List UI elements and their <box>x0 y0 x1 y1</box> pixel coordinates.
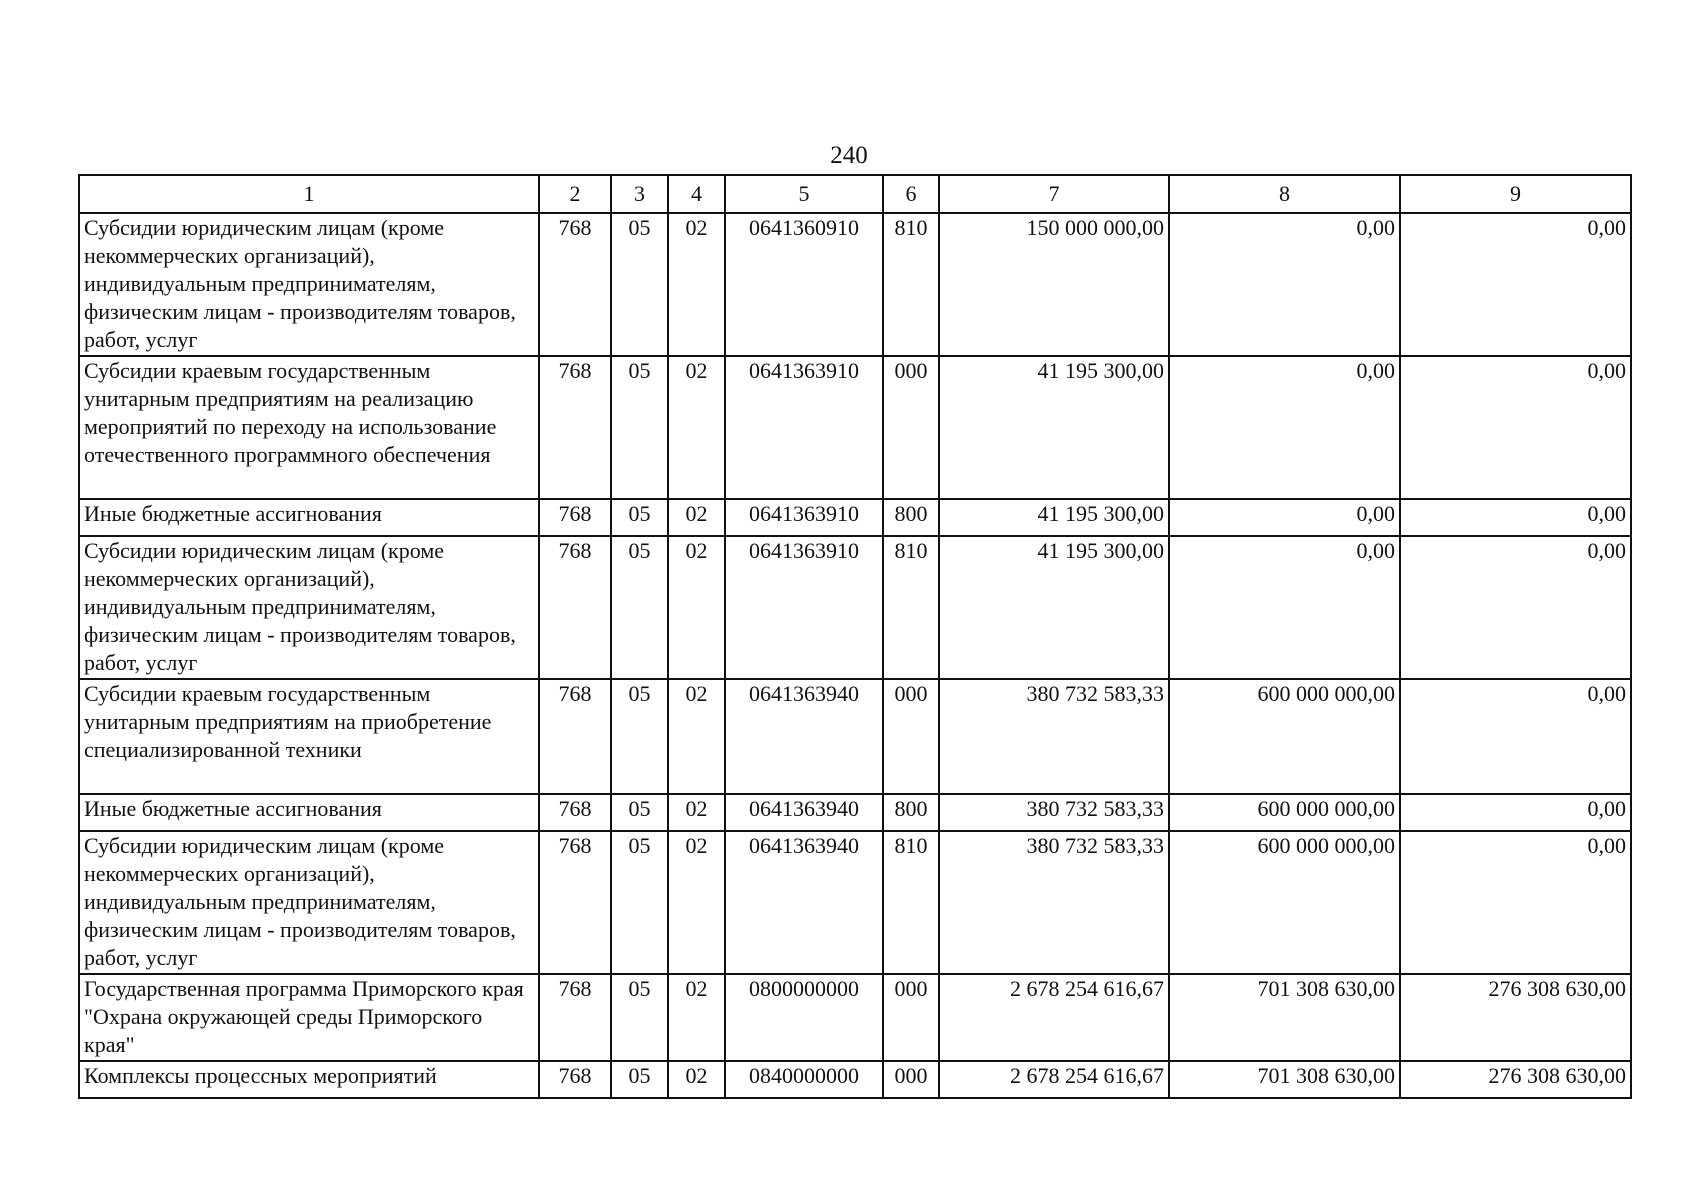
table-row <box>79 679 1631 794</box>
row-amount-9: 276 308 630,00 <box>1400 974 1631 1061</box>
row-code-5: 0641363940 <box>725 831 883 974</box>
column-header-3: 3 <box>611 175 668 213</box>
row-amount-7: 380 732 583,33 <box>939 679 1169 794</box>
row-description: Субсидии краевым государственным унитарным предприятиям на приобретение специализированной техники <box>79 679 539 794</box>
row-code-6: 000 <box>883 679 939 794</box>
header-row <box>79 175 1631 213</box>
row-amount-9: 0,00 <box>1400 831 1631 974</box>
row-code-6: 800 <box>883 794 939 831</box>
row-amount-8: 600 000 000,00 <box>1169 831 1400 974</box>
table-row <box>79 536 1631 679</box>
row-code-4: 02 <box>668 831 725 974</box>
row-code-6: 810 <box>883 213 939 356</box>
table-row <box>79 831 1631 974</box>
row-code-3: 05 <box>611 679 668 794</box>
row-description: Субсидии юридическим лицам (кроме некоммерческих организаций), индивидуальным предпринимателям, физическим лицам - производителям товаров, работ, услуг <box>79 536 539 679</box>
row-amount-9: 0,00 <box>1400 499 1631 536</box>
row-description: Государственная программа Приморского края "Охрана окружающей среды Приморского края" <box>79 974 539 1061</box>
table-row <box>79 1061 1631 1098</box>
row-amount-8: 0,00 <box>1169 499 1400 536</box>
table-row <box>79 213 1631 356</box>
row-amount-7: 380 732 583,33 <box>939 831 1169 974</box>
table-row <box>79 499 1631 536</box>
row-code-2: 768 <box>539 831 611 974</box>
row-code-2: 768 <box>539 974 611 1061</box>
row-code-3: 05 <box>611 536 668 679</box>
row-code-2: 768 <box>539 356 611 499</box>
row-code-3: 05 <box>611 831 668 974</box>
row-code-3: 05 <box>611 974 668 1061</box>
row-code-2: 768 <box>539 499 611 536</box>
row-code-6: 000 <box>883 974 939 1061</box>
row-amount-8: 701 308 630,00 <box>1169 974 1400 1061</box>
row-amount-7: 2 678 254 616,67 <box>939 1061 1169 1098</box>
row-amount-8: 600 000 000,00 <box>1169 679 1400 794</box>
row-amount-8: 0,00 <box>1169 213 1400 356</box>
row-code-6: 800 <box>883 499 939 536</box>
column-header-8: 8 <box>1169 175 1400 213</box>
row-amount-9: 276 308 630,00 <box>1400 1061 1631 1098</box>
row-code-5: 0641363910 <box>725 356 883 499</box>
row-amount-8: 701 308 630,00 <box>1169 1061 1400 1098</box>
row-description: Иные бюджетные ассигнования <box>79 499 539 536</box>
row-code-5: 0641360910 <box>725 213 883 356</box>
row-code-3: 05 <box>611 356 668 499</box>
column-header-2: 2 <box>539 175 611 213</box>
column-header-4: 4 <box>668 175 725 213</box>
row-amount-7: 41 195 300,00 <box>939 499 1169 536</box>
table-row <box>79 974 1631 1061</box>
row-amount-8: 0,00 <box>1169 536 1400 679</box>
row-code-2: 768 <box>539 1061 611 1098</box>
row-code-3: 05 <box>611 499 668 536</box>
row-amount-7: 41 195 300,00 <box>939 536 1169 679</box>
row-code-3: 05 <box>611 794 668 831</box>
budget-table <box>78 174 1632 1099</box>
row-code-5: 0641363940 <box>725 794 883 831</box>
row-amount-9: 0,00 <box>1400 356 1631 499</box>
row-description: Комплексы процессных мероприятий <box>79 1061 539 1098</box>
row-amount-7: 380 732 583,33 <box>939 794 1169 831</box>
column-header-1: 1 <box>79 175 539 213</box>
table-row <box>79 356 1631 499</box>
row-description: Субсидии юридическим лицам (кроме некоммерческих организаций), индивидуальным предпринимателям, физическим лицам - производителям товаров, работ, услуг <box>79 213 539 356</box>
row-code-2: 768 <box>539 794 611 831</box>
row-amount-8: 600 000 000,00 <box>1169 794 1400 831</box>
column-header-9: 9 <box>1400 175 1631 213</box>
row-code-5: 0641363940 <box>725 679 883 794</box>
row-code-4: 02 <box>668 1061 725 1098</box>
row-code-6: 000 <box>883 356 939 499</box>
row-amount-7: 41 195 300,00 <box>939 356 1169 499</box>
row-code-4: 02 <box>668 356 725 499</box>
row-code-3: 05 <box>611 1061 668 1098</box>
column-header-6: 6 <box>883 175 939 213</box>
row-code-6: 810 <box>883 536 939 679</box>
row-code-2: 768 <box>539 536 611 679</box>
row-description: Субсидии юридическим лицам (кроме некоммерческих организаций), индивидуальным предпринимателям, физическим лицам - производителям товаров, работ, услуг <box>79 831 539 974</box>
row-code-4: 02 <box>668 536 725 679</box>
row-amount-9: 0,00 <box>1400 213 1631 356</box>
row-description: Иные бюджетные ассигнования <box>79 794 539 831</box>
row-amount-9: 0,00 <box>1400 679 1631 794</box>
row-code-5: 0641363910 <box>725 536 883 679</box>
row-code-4: 02 <box>668 679 725 794</box>
row-amount-7: 150 000 000,00 <box>939 213 1169 356</box>
column-header-7: 7 <box>939 175 1169 213</box>
row-amount-9: 0,00 <box>1400 536 1631 679</box>
row-code-5: 0840000000 <box>725 1061 883 1098</box>
row-code-4: 02 <box>668 794 725 831</box>
row-code-5: 0800000000 <box>725 974 883 1061</box>
row-code-4: 02 <box>668 499 725 536</box>
row-code-6: 000 <box>883 1061 939 1098</box>
row-amount-8: 0,00 <box>1169 356 1400 499</box>
row-code-2: 768 <box>539 213 611 356</box>
column-header-5: 5 <box>725 175 883 213</box>
table-row <box>79 794 1631 831</box>
row-description: Субсидии краевым государственным унитарным предприятиям на реализацию мероприятий по переходу на использование отечественного программного обеспечения <box>79 356 539 499</box>
row-code-6: 810 <box>883 831 939 974</box>
row-code-2: 768 <box>539 679 611 794</box>
page-number: 240 <box>830 142 868 169</box>
row-code-5: 0641363910 <box>725 499 883 536</box>
row-code-3: 05 <box>611 213 668 356</box>
row-code-4: 02 <box>668 213 725 356</box>
row-amount-7: 2 678 254 616,67 <box>939 974 1169 1061</box>
row-amount-9: 0,00 <box>1400 794 1631 831</box>
row-code-4: 02 <box>668 974 725 1061</box>
